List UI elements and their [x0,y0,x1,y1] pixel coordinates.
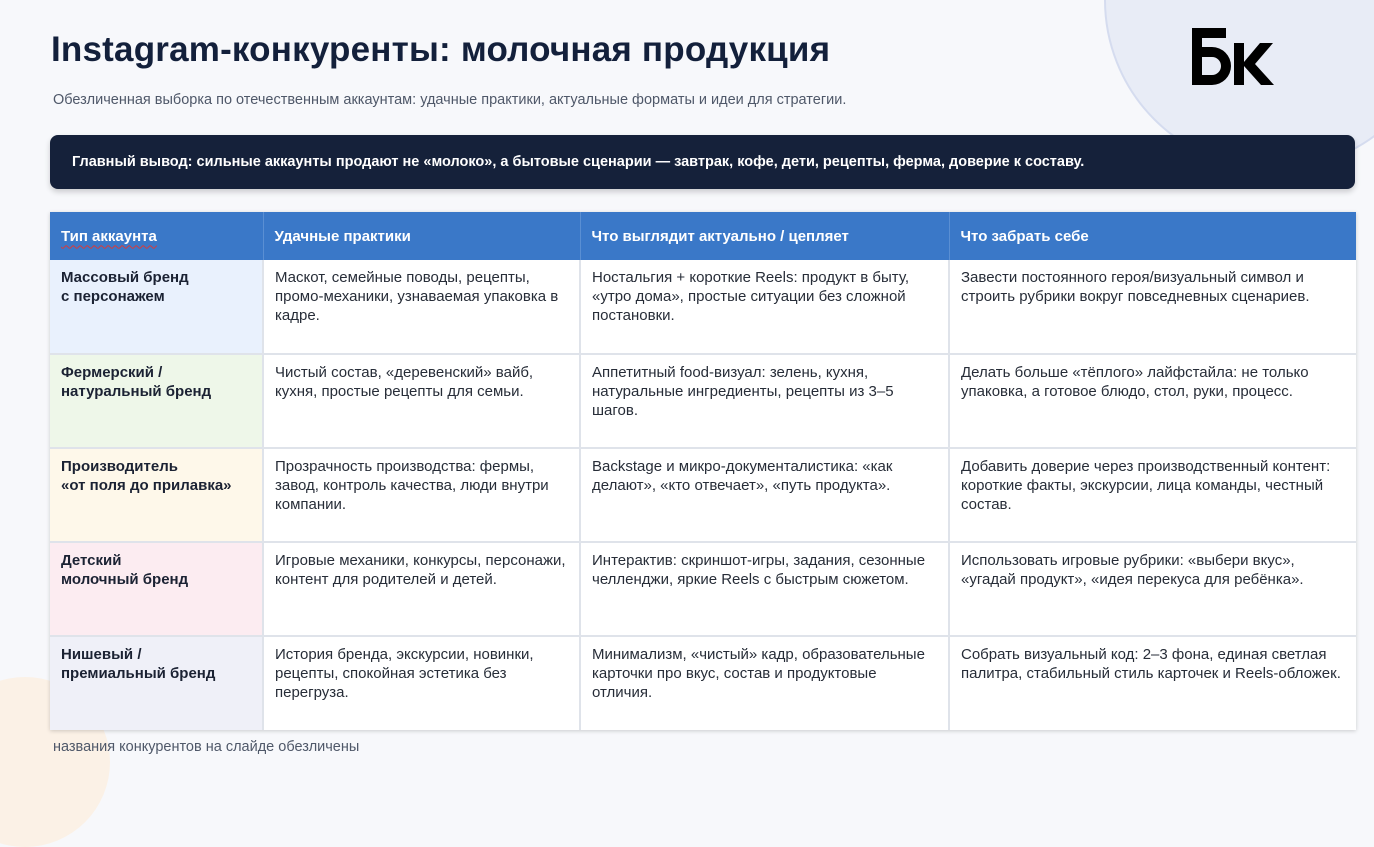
take-cell: Завести постоянного героя/визуальный символ и строить рубрики вокруг повседневных сценариев. [949,260,1356,354]
account-type-line2: молочный бренд [61,571,189,588]
actual-cell: Ностальгия + короткие Reels: продукт в быту, «утро дома», простые ситуации без сложной постановки. [580,260,949,354]
competitors-table [50,212,1356,730]
account-type-line1: Массовый бренд [61,269,189,286]
key-insight-text: Главный вывод: сильные аккаунты продают не «молоко», а бытовые сценарии — завтрак, кофе, дети, рецепты, ферма, доверие к составу. [72,154,1085,170]
account-type-line2: с персонажем [61,288,165,305]
account-type-cell [50,448,263,542]
take-cell: Использовать игровые рубрики: «выбери вкус», «угадай продукт», «идея перекуса для ребёнка». [949,542,1356,636]
table-row [50,542,1356,636]
table-row [50,260,1356,354]
actual-cell: Интерактив: скриншот-игры, задания, сезонные челленджи, яркие Reels с быстрым сюжетом. [580,542,949,636]
take-cell: Собрать визуальный код: 2–3 фона, единая светлая палитра, стабильный стиль карточек и Reels-обложек. [949,636,1356,730]
account-type-cell [50,636,263,730]
table-row [50,448,1356,542]
account-type-cell [50,354,263,448]
header-account-type: Тип аккаунта [50,212,263,260]
page-subtitle: Обезличенная выборка по отечественным аккаунтам: удачные практики, актуальные форматы и идеи для стратегии. [53,92,847,108]
account-type-line1: Детский [61,552,122,569]
practices-cell: Чистый состав, «деревенский» вайб, кухня, простые рецепты для семьи. [263,354,580,448]
account-type-line2: премиальный бренд [61,665,216,682]
key-insight-banner [50,135,1355,189]
account-type-line1: Фермерский / [61,364,163,381]
account-type-line1: Производитель [61,458,178,475]
account-type-line2: натуральный бренд [61,383,212,400]
account-type-line2: «от поля до прилавка» [61,477,232,494]
page-title: Instagram-конкуренты: молочная продукция [51,30,831,69]
take-cell: Делать больше «тёплого» лайфстайла: не только упаковка, а готовое блюдо, стол, руки, процесс. [949,354,1356,448]
take-cell: Добавить доверие через производственный контент: короткие факты, экскурсии, лица команды, честный состав. [949,448,1356,542]
footer-note: названия конкурентов на слайде обезличены [53,739,360,755]
actual-cell: Backstage и микро-документалистика: «как делают», «кто отвечает», «путь продукта». [580,448,949,542]
practices-cell: Прозрачность производства: фермы, завод, контроль качества, люди внутри компании. [263,448,580,542]
practices-cell: Маскот, семейные поводы, рецепты, промо-механики, узнаваемая упаковка в кадре. [263,260,580,354]
table-header-row [50,212,1356,260]
brand-logo-icon [1188,26,1276,86]
practices-cell: История бренда, экскурсии, новинки, рецепты, спокойная эстетика без перегруза. [263,636,580,730]
account-type-cell [50,542,263,636]
header-practices: Удачные практики [263,212,580,260]
actual-cell: Минимализм, «чистый» кадр, образовательные карточки про вкус, состав и продуктовые отличия. [580,636,949,730]
actual-cell: Аппетитный food-визуал: зелень, кухня, натуральные ингредиенты, рецепты из 3–5 шагов. [580,354,949,448]
account-type-line1: Нишевый / [61,646,142,663]
brand-logo [1188,26,1276,86]
table-row [50,636,1356,730]
header-actual: Что выглядит актуально / цепляет [580,212,949,260]
header-take: Что забрать себе [949,212,1356,260]
practices-cell: Игровые механики, конкурсы, персонажи, контент для родителей и детей. [263,542,580,636]
account-type-cell [50,260,263,354]
table-row [50,354,1356,448]
